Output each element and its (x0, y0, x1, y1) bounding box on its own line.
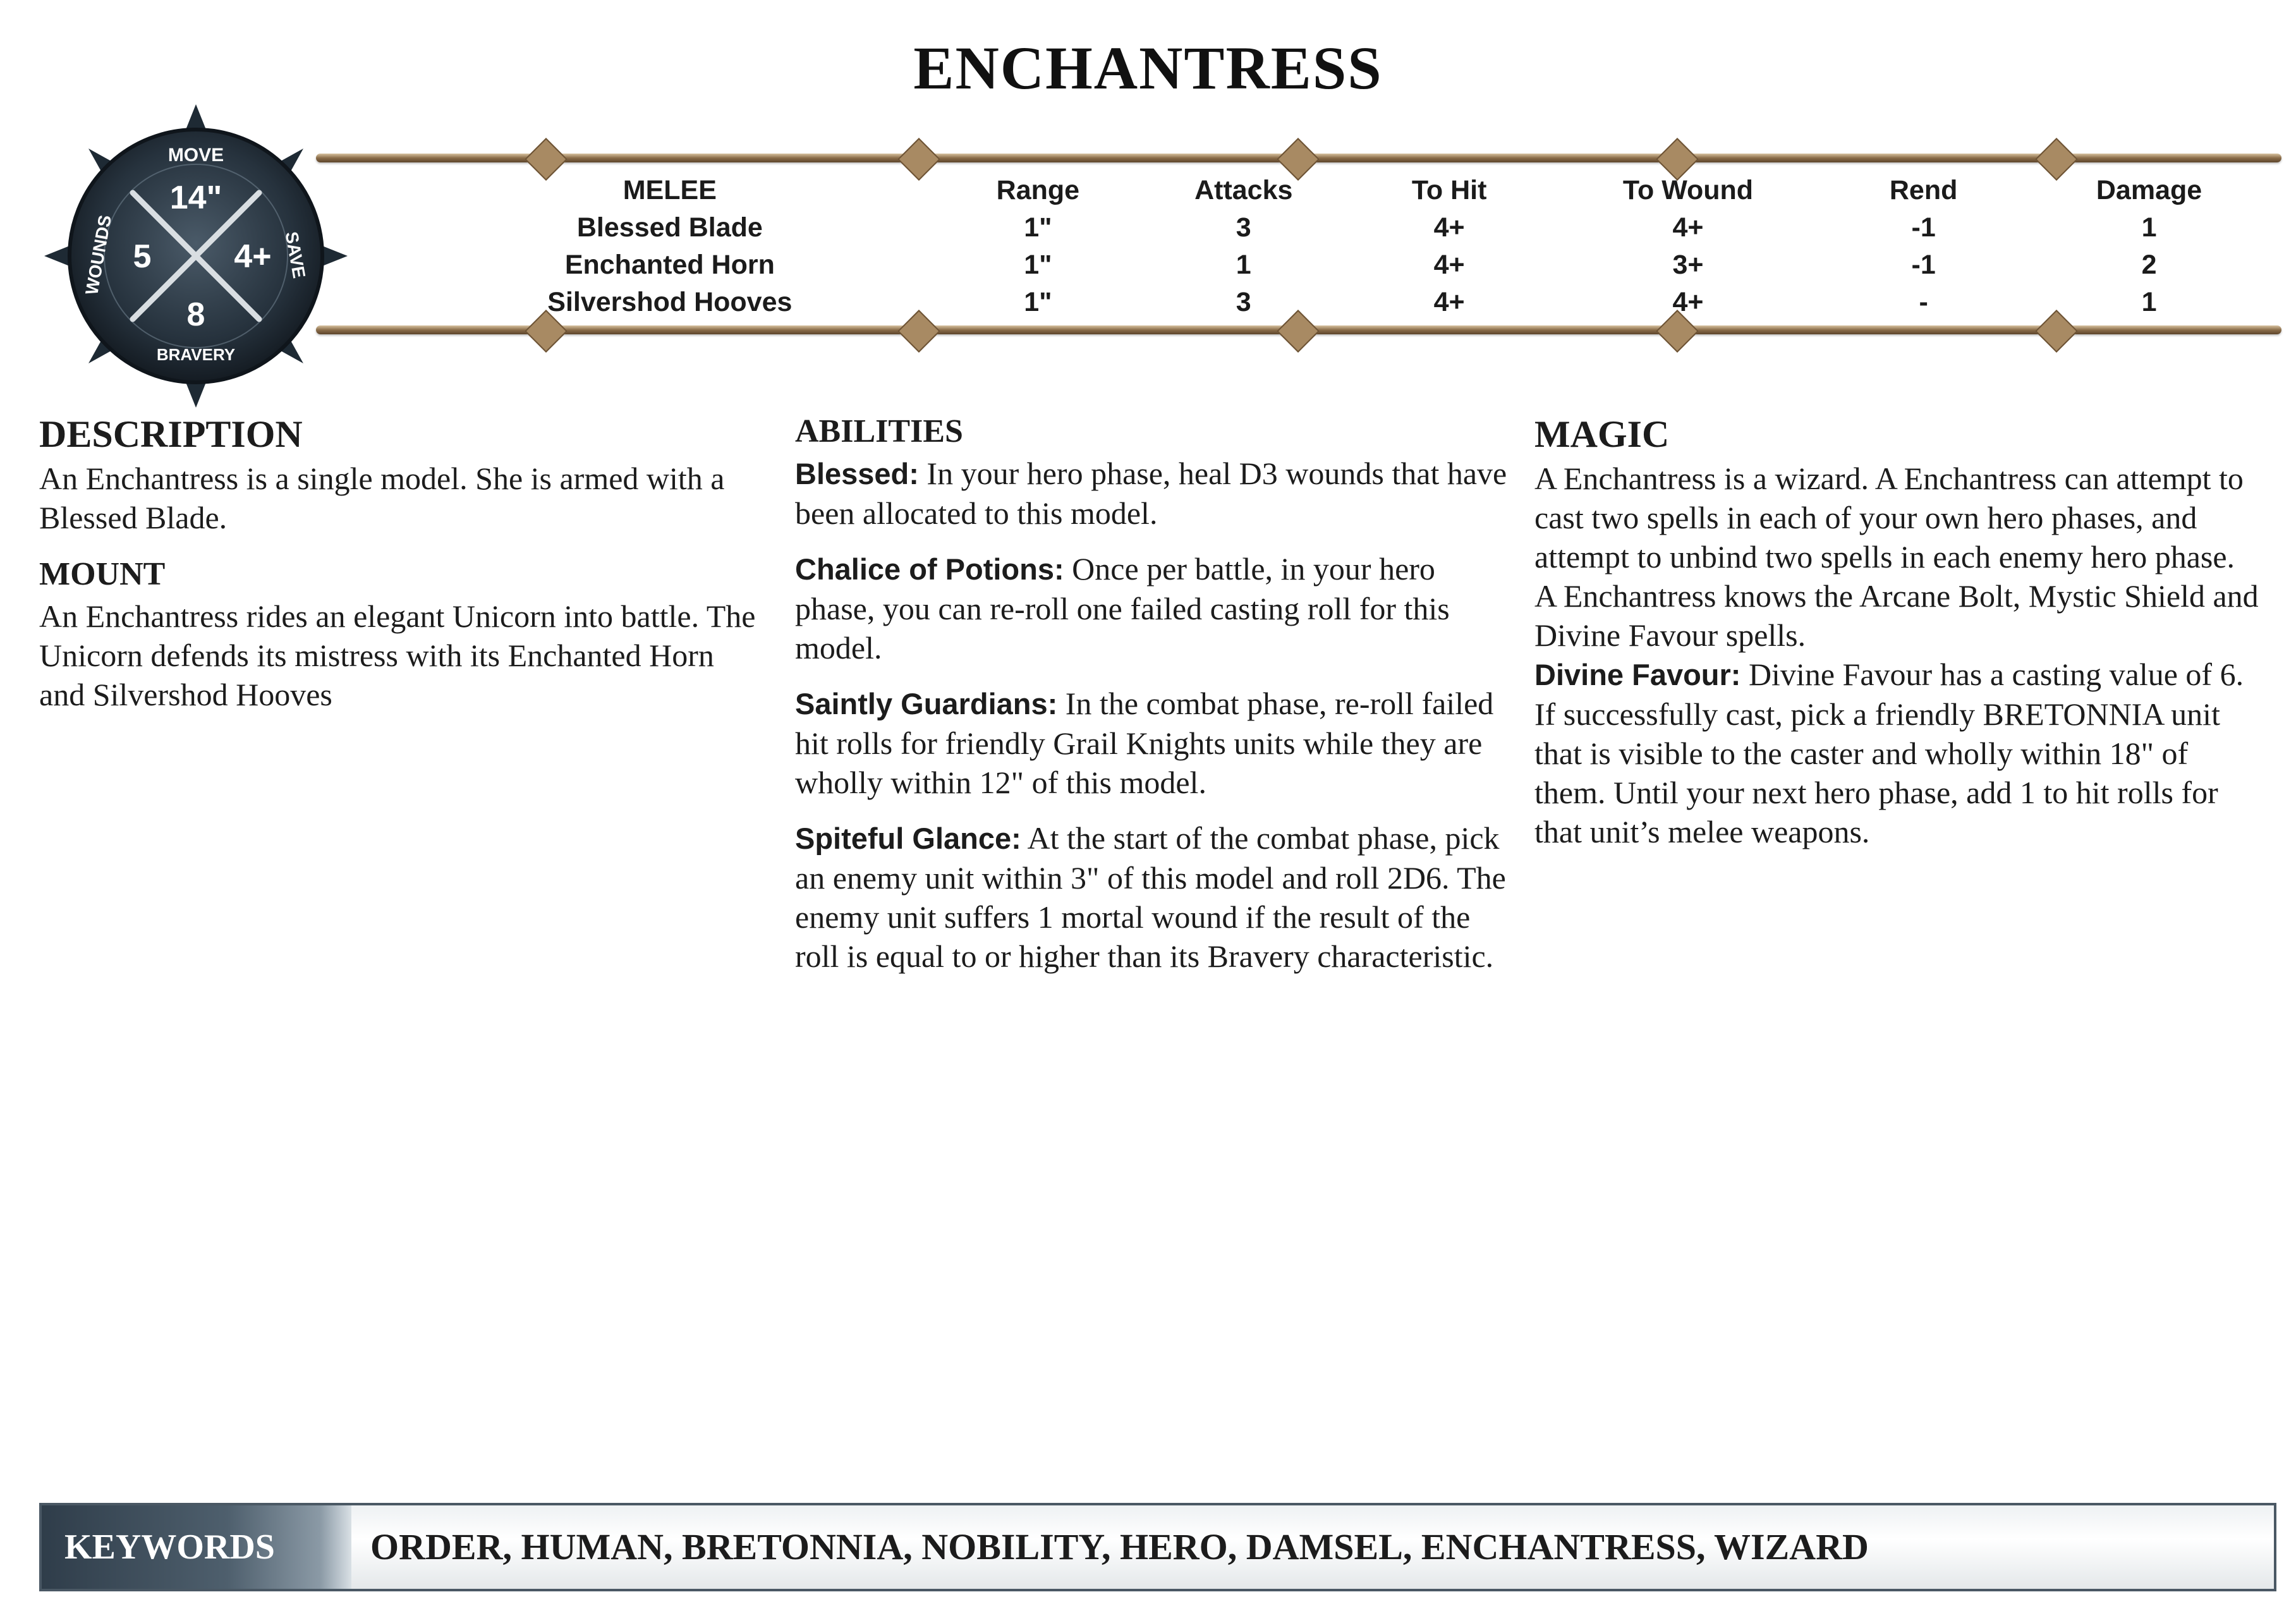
header-cell: To Hit (1411, 175, 1487, 205)
keywords-bar (39, 1503, 2276, 1591)
header-cell: Damage (2096, 175, 2202, 205)
page-title: ENCHANTRESS (913, 34, 1383, 102)
magic-heading: MAGIC (1534, 413, 1670, 455)
ability-name: Spiteful Glance: (795, 822, 1021, 855)
bravery-value: 8 (186, 296, 205, 333)
table-cell: 3 (1236, 287, 1251, 317)
mount-heading: MOUNT (39, 556, 166, 592)
weapon-table-header (404, 172, 2275, 209)
header-cell: Range (996, 175, 1080, 205)
table-cell: 1 (2141, 212, 2157, 243)
ability-text: At the start of the combat phase, pick an enemy unit within 3" of this model and roll 2D6. The enemy unit suffers 1 mortal wound if the result of the roll is equal to or higher than its Bravery characteristic. (795, 820, 1506, 974)
ability-item (795, 818, 1522, 976)
stat-badge (38, 98, 354, 414)
wounds-label: WOUNDS (82, 213, 115, 296)
ability-item (795, 549, 1522, 667)
table-cell: 4+ (1433, 212, 1465, 243)
description-text: An Enchantress is a single model. She is armed with a Blessed Blade. (39, 461, 725, 535)
move-value: 14" (169, 179, 222, 216)
table-cell: 1" (1024, 212, 1052, 243)
ability-text: In your hero phase, heal D3 wounds that have been allocated to this model. (795, 456, 1507, 531)
table-row (404, 246, 2275, 284)
header-cell: To Wound (1622, 175, 1754, 205)
header-cell: Attacks (1194, 175, 1293, 205)
ability-item (795, 684, 1522, 802)
wounds-value: 5 (133, 238, 152, 275)
table-bottom-rail (316, 325, 2281, 334)
magic-section (1534, 411, 2261, 868)
table-cell: 3 (1236, 212, 1251, 243)
ability-name: Saintly Guardians: (795, 687, 1058, 720)
table-cell: 2 (2141, 250, 2157, 280)
table-cell: - (1919, 287, 1928, 317)
table-row (404, 284, 2275, 321)
weapon-name: Enchanted Horn (564, 250, 775, 280)
ability-name: Blessed: (795, 457, 919, 490)
table-row (404, 209, 2275, 246)
abilities-section (795, 411, 1522, 992)
save-label: SAVE (281, 230, 310, 280)
table-cell: 4+ (1433, 287, 1465, 317)
ability-item (795, 454, 1522, 533)
table-cell: 4+ (1672, 287, 1704, 317)
table-cell: 3+ (1672, 250, 1704, 280)
table-cell: 1 (2141, 287, 2157, 317)
spell-name: Divine Favour: (1534, 658, 1741, 691)
ability-text: In the combat phase, re-roll failed hit rolls for friendly Grail Knights units while they are wholly within 12" of this model. (795, 686, 1494, 800)
table-cell: 1 (1236, 250, 1251, 280)
bravery-label: BRAVERY (156, 345, 236, 364)
header-cell: MELEE (623, 175, 717, 205)
save-value: 4+ (234, 238, 272, 275)
magic-text: A Enchantress is a wizard. A Enchantress can attempt to cast two spells in each of your own hero phases, and attempt to unbind two spells in each enemy hero phase. A Enchantress knows the Arcane Bolt, Mystic Shield and Divine Favour spells. (1534, 461, 2259, 653)
table-top-rail (316, 154, 2281, 162)
weapon-name: Blessed Blade (576, 212, 763, 243)
weapon-name: Silvershod Hooves (547, 287, 793, 317)
table-cell: -1 (1911, 250, 1936, 280)
description-heading: DESCRIPTION (39, 413, 303, 455)
table-cell: 4+ (1433, 250, 1465, 280)
table-cell: 1" (1024, 250, 1052, 280)
move-label: MOVE (167, 145, 224, 166)
ability-text: Once per battle, in your hero phase, you can re-roll one failed casting roll for this model. (795, 551, 1450, 665)
stat-badge-graphic (38, 98, 354, 414)
ability-name: Chalice of Potions: (795, 552, 1064, 586)
description-section (39, 411, 760, 731)
table-cell: -1 (1911, 212, 1936, 243)
spell-item (1534, 655, 2261, 851)
table-cell: 1" (1024, 287, 1052, 317)
keywords-text: ORDER, HUMAN, BRETONNIA, NOBILITY, HERO, DAMSEL, ENCHANTRESS, WIZARD (370, 1526, 1869, 1567)
spell-text: Divine Favour has a casting value of 6. If successfully cast, pick a friendly BRETONNIA unit that is visible to the caster and wholly within 18" of them. Until your next hero phase, add 1 to hit rolls for that unit’s melee weapons. (1534, 657, 2244, 849)
mount-text: An Enchantress rides an elegant Unicorn into battle. The Unicorn defends its mistress with its Enchanted Horn and Silvershod Hooves (39, 598, 756, 712)
keywords-label: KEYWORDS (42, 1505, 351, 1589)
table-cell: 4+ (1672, 212, 1704, 243)
header-cell: Rend (1889, 175, 1958, 205)
abilities-heading: ABILITIES (795, 413, 963, 449)
weapon-table (404, 172, 2275, 321)
